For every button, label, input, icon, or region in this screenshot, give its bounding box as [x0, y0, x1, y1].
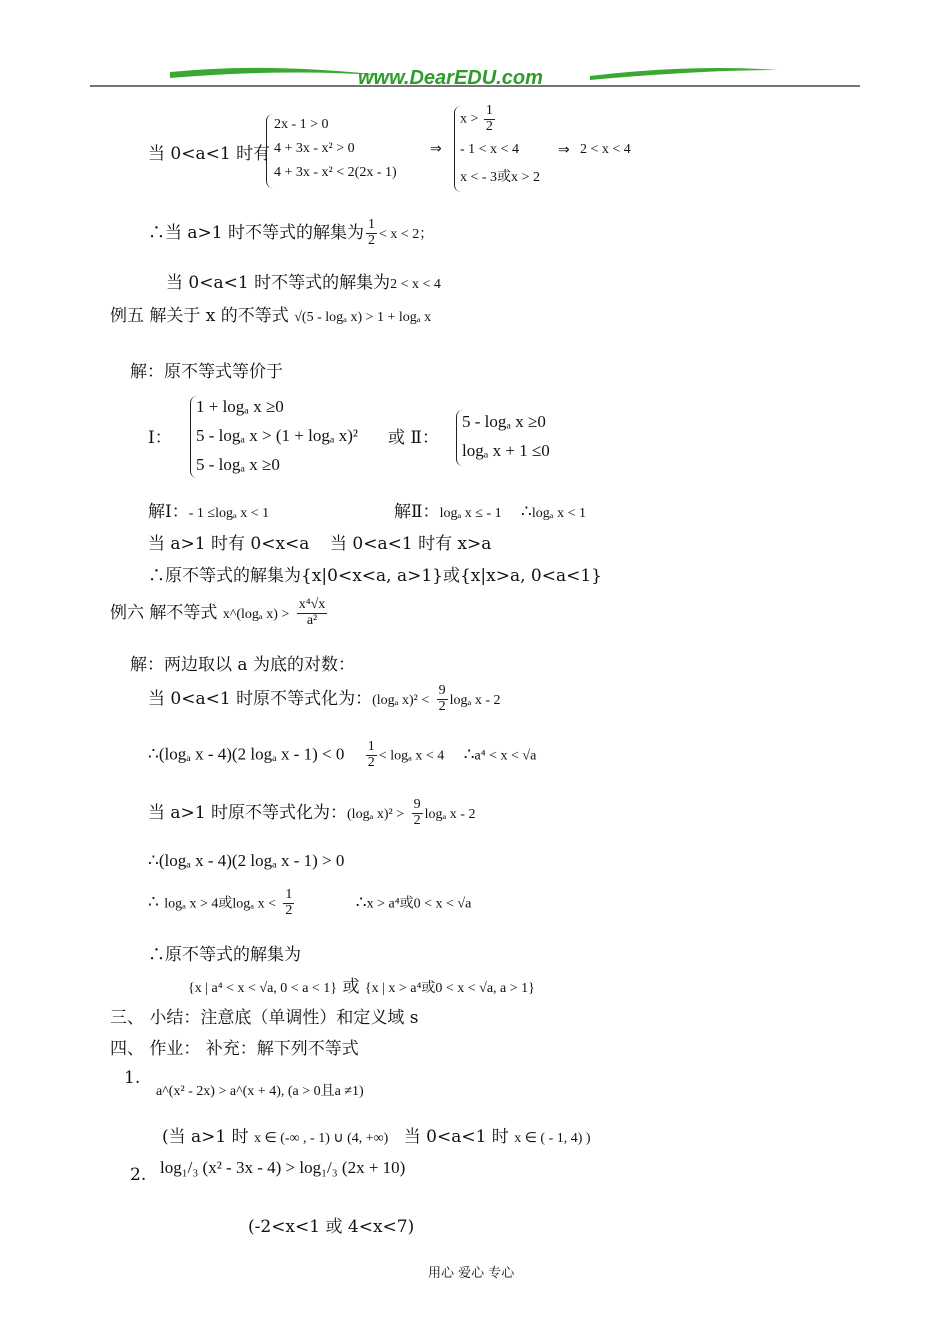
system-row: 4 + 3x - x² > 0	[274, 141, 355, 156]
section-heading: 四、 作业： 补充：解下列不等式	[110, 1039, 359, 1059]
implies-symbol: ⇒	[558, 143, 570, 158]
derive-line: ∴(logₐ x - 4)(2 logₐ x - 1) > 0	[148, 851, 345, 871]
implies-symbol: ⇒	[430, 142, 442, 157]
solve-line: 解Ⅰ：- 1 ≤logₐ x < 1	[148, 502, 270, 522]
right-swoosh-icon	[590, 68, 778, 80]
exercise-answer: (-2<x<1 或 4<x<7)	[248, 1217, 415, 1237]
conclusion-line: ∴原不等式的解集为{x|0<x<a, a>1}或{x|x>a, 0<a<1}	[148, 566, 602, 586]
conclusion-line: ∴原不等式的解集为	[148, 945, 301, 965]
exercise-math: log₁/₃ (x² - 3x - 4) > log₁/₃ (2x + 10)	[160, 1158, 406, 1177]
system-label: Ⅰ：	[148, 428, 172, 448]
system-row: logₐ x + 1 ≤0	[462, 441, 550, 460]
exercise-answer: (当 a>1 时 x ∈ (-∞ , - 1) ∪ (4, +∞) 当 0<a<1 时 x ∈ ( - 1, 4) )	[162, 1127, 591, 1147]
solution-intro: 解：两边取以 a 为底的对数：	[130, 655, 355, 675]
system-row: 1 + logₐ x ≥0	[196, 397, 284, 416]
case-line: 当 a>1 时原不等式化为：(logₐ x)² > $\frac{9}{2}$ logₐ x - 2	[148, 797, 476, 828]
solution-line: ∴当 a>1 时不等式的解集为 $\frac{1}{2}$ < x < 2；	[148, 217, 434, 248]
exercise-number: 2.	[130, 1165, 147, 1185]
solution-intro: 解：原不等式等价于	[130, 362, 283, 382]
system-row: x > $\frac{1}{2}$	[460, 103, 493, 134]
header-banner	[90, 60, 862, 92]
page-footer: 用心 爱心 专心	[428, 1266, 515, 1281]
derive-line: ∴ logₐ x > 4或logₐ x < $\frac{1}{2}$ ∴x > a⁴或0 < x < √a	[148, 887, 472, 918]
system-row: 5 - logₐ x ≥0	[196, 455, 280, 474]
solution-line: 当 0<a<1 时不等式的解集为2 < x < 4	[166, 273, 441, 293]
left-swoosh-icon	[170, 68, 390, 78]
site-logo: www.DearEDU.com	[358, 67, 543, 89]
solve-line: 解Ⅱ：logₐ x ≤ - 1 ∴logₐ x < 1	[394, 502, 586, 522]
exercise-math: a^(x² - 2x) > a^(x + 4), (a > 0且a ≠1)	[156, 1084, 364, 1099]
example-title: 例六 解不等式 x^(logₐ x) > $\frac{\text{x⁴√x}}{\text{a²}}$	[110, 597, 326, 628]
system-row: 5 - logₐ x > (1 + logₐ x)²	[196, 426, 358, 445]
case-text: 当 0<a<1 时有	[148, 144, 271, 164]
system-row: 4 + 3x - x² < 2(2x - 1)	[274, 165, 397, 180]
case-line: 当 a>1 时有 0<x<a	[148, 534, 310, 554]
result-math: 2 < x < 4	[580, 142, 631, 157]
system-label: 或 Ⅱ：	[388, 428, 439, 448]
system-brace	[266, 114, 273, 188]
section-heading: 三、 小结：注意底（单调性）和定义域 s	[110, 1008, 419, 1028]
example-title: 例五 解关于 x 的不等式 √(5 - logₐ x) > 1 + logₐ x	[110, 306, 432, 326]
system-row: x < - 3或x > 2	[460, 170, 540, 185]
system-row: - 1 < x < 4	[460, 142, 519, 157]
system-row: 5 - logₐ x ≥0	[462, 412, 546, 431]
solution-set: {x | a⁴ < x < √a, 0 < a < 1} 或 {x | x > a⁴或0 < x < √a, a > 1}	[188, 977, 535, 997]
case-line: 当 0<a<1 时原不等式化为：(logₐ x)² < $\frac{9}{2}$ logₐ x - 2	[148, 683, 501, 714]
exercise-number: 1.	[124, 1068, 141, 1088]
derive-line: ∴(logₐ x - 4)(2 logₐ x - 1) < 0 $\frac{1}{2}$ < logₐ x < 4 ∴a⁴ < x < √a	[148, 739, 537, 770]
case-line: 当 0<a<1 时有 x>a	[330, 534, 492, 554]
system-row: 2x - 1 > 0	[274, 117, 329, 132]
